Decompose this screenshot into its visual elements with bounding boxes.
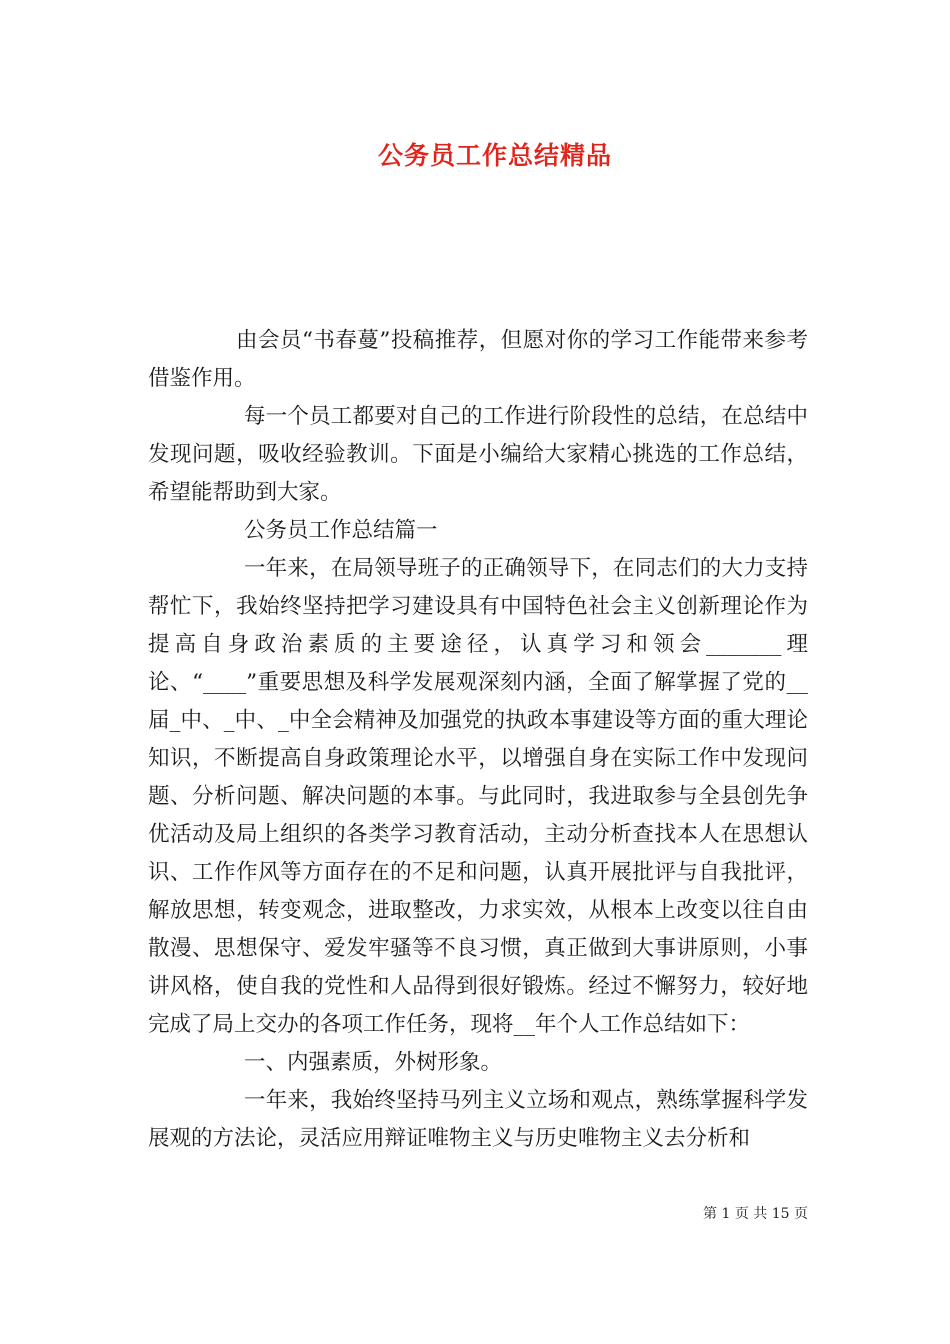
paragraph-marxism: 一年来，我始终坚持马列主义立场和观点，熟练掌握科学发展观的方法论，灵活应用辩证唯物主义与历史唯物主义去分析和 [148,1088,808,1151]
paragraph-intro: 由会员“书春蔓”投稿推荐，但愿对你的学习工作能带来参考借鉴作用。 [148,328,808,391]
document-title: 公务员工作总结精品 [377,141,612,170]
page-number-footer: 第 1 页 共 15 页 [703,1206,808,1222]
section-heading-part-one: 公务员工作总结篇一 [244,518,438,543]
document-body [148,322,808,1158]
paragraph-summary-purpose: 每一个员工都要对自己的工作进行阶段性的总结，在总结中发现问题，吸收经验教训。下面是小编给大家精心挑选的工作总结，希望能帮助到大家。 [148,404,808,505]
paragraph-year-review: 一年来，在局领导班子的正确领导下，在同志们的大力支持帮忙下，我始终坚持把学习建设具有中国特色社会主义创新理论作为提高自身政治素质的主要途径，认真学习和领会_______理论、“____”重要思想及科学发展观深刻内涵，全面了解掌握了党的__届_中、_中、_中全会精神及加强党的执政本事建设等方面的重大理论知识，不断提高自身政策理论水平，以增强自身在实际工作中发现问题、分析问题、解决问题的本事。与此同时，我进取参与全县创先争优活动及局上组织的各类学习教育活动，主动分析查找本人在思想认识、工作作风等方面存在的不足和问题，认真开展批评与自我批评，解放思想，转变观念，进取整改，力求实效，从根本上改变以往自由散漫、思想保守、爱发牢骚等不良习惯，真正做到大事讲原则，小事讲风格，使自我的党性和人品得到很好锻炼。经过不懈努力，较好地完成了局上交办的各项工作任务，现将__年个人工作总结如下： [148,556,808,1037]
subheading-quality-image: 一、内强素质，外树形象。 [244,1050,503,1075]
